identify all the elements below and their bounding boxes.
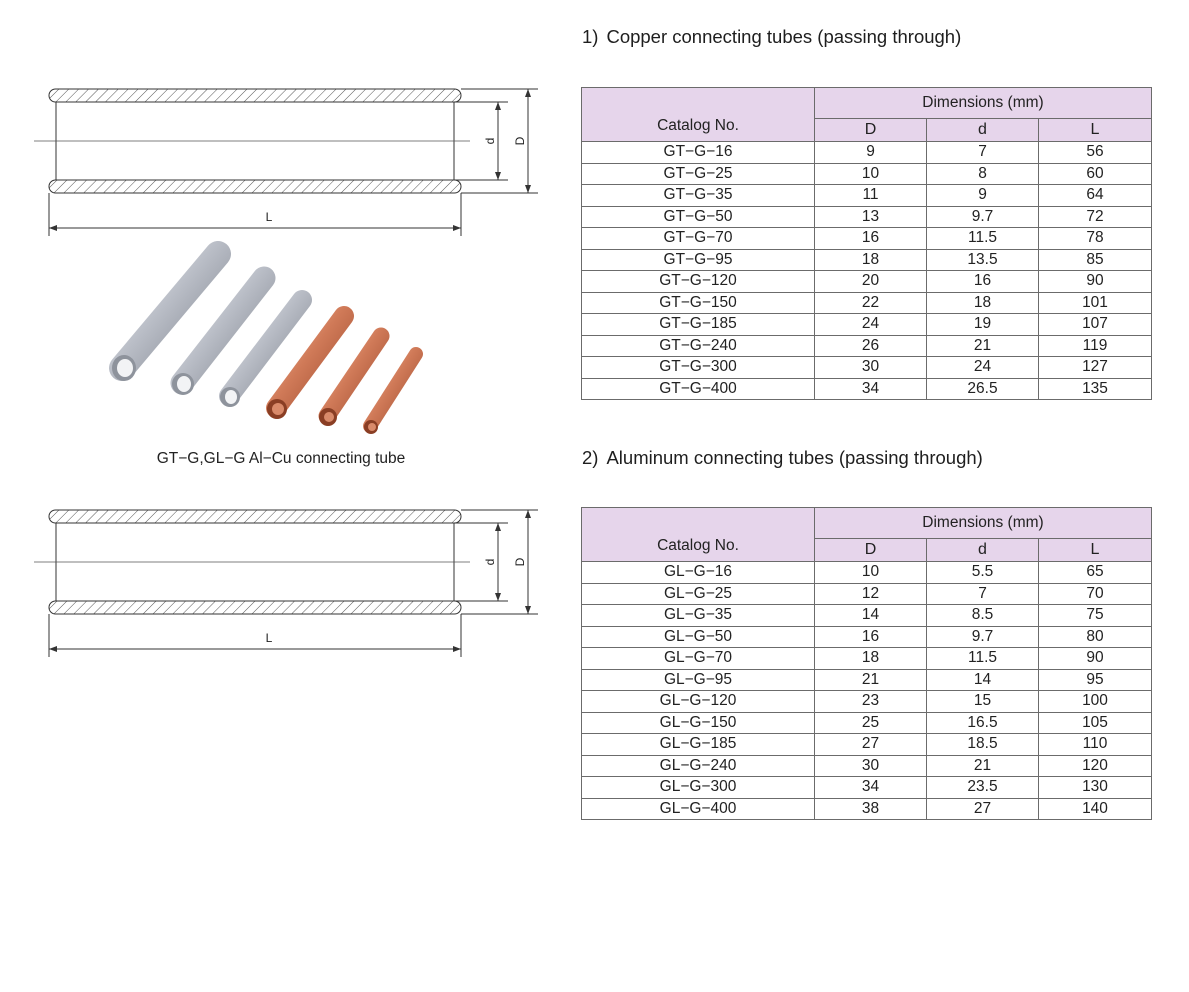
outer-diameter-cell: 16 <box>815 228 927 250</box>
inner-diameter-label: d <box>483 558 497 566</box>
length-cell: 56 <box>1039 142 1152 164</box>
table-row <box>582 314 1152 336</box>
copper-tube-small <box>364 354 416 434</box>
section-title-text: Copper connecting tubes (passing through) <box>606 26 962 47</box>
outer-diameter-cell: 30 <box>815 755 927 777</box>
tube-wall-top <box>49 510 461 523</box>
catalog-no-cell: GL−G−240 <box>582 755 815 777</box>
outer-diameter-cell: 26 <box>815 335 927 357</box>
length-cell: 105 <box>1039 712 1152 734</box>
tubes-illustration <box>96 238 436 438</box>
length-cell: 72 <box>1039 206 1152 228</box>
catalog-no-cell: GT−G−25 <box>582 163 815 185</box>
catalog-no-cell: GL−G−185 <box>582 734 815 756</box>
product-photo <box>96 238 436 438</box>
inner-diameter-cell: 13.5 <box>927 249 1039 271</box>
length-label: L <box>265 210 273 224</box>
table-row <box>582 626 1152 648</box>
table-row <box>582 712 1152 734</box>
outer-diameter-cell: 10 <box>815 163 927 185</box>
table-row <box>582 249 1152 271</box>
length-cell: 80 <box>1039 626 1152 648</box>
outer-diameter-label: D <box>513 136 527 146</box>
copper-tubes-table <box>581 87 1152 400</box>
inner-diameter-label: d <box>483 137 497 145</box>
outer-diameter-cell: 34 <box>815 378 927 400</box>
inner-diameter-cell: 24 <box>927 357 1039 379</box>
outer-diameter-cell: 18 <box>815 648 927 670</box>
catalog-no-cell: GT−G−35 <box>582 185 815 207</box>
length-cell: 120 <box>1039 755 1152 777</box>
outer-diameter-cell: 22 <box>815 292 927 314</box>
table-row <box>582 228 1152 250</box>
outer-diameter-cell: 24 <box>815 314 927 336</box>
length-cell: 90 <box>1039 271 1152 293</box>
inner-diameter-cell: 7 <box>927 142 1039 164</box>
length-cell: 135 <box>1039 378 1152 400</box>
catalog-no-cell: GL−G−150 <box>582 712 815 734</box>
column-header-D: D <box>815 539 927 562</box>
length-cell: 65 <box>1039 562 1152 584</box>
inner-diameter-cell: 21 <box>927 335 1039 357</box>
column-header-L: L <box>1039 119 1152 142</box>
inner-diameter-cell: 9.7 <box>927 626 1039 648</box>
column-header-D: D <box>815 119 927 142</box>
length-cell: 140 <box>1039 798 1152 820</box>
catalog-no-cell: GL−G−70 <box>582 648 815 670</box>
length-cell: 78 <box>1039 228 1152 250</box>
table-row <box>582 378 1152 400</box>
table-row <box>582 292 1152 314</box>
outer-diameter-cell: 12 <box>815 583 927 605</box>
table-row <box>582 648 1152 670</box>
catalog-no-cell: GL−G−35 <box>582 605 815 627</box>
inner-diameter-cell: 7 <box>927 583 1039 605</box>
column-header-L: L <box>1039 539 1152 562</box>
catalog-no-cell: GL−G−50 <box>582 626 815 648</box>
section-title-text: Aluminum connecting tubes (passing through) <box>606 447 983 468</box>
catalog-no-cell: GL−G−300 <box>582 777 815 799</box>
inner-diameter-cell: 16.5 <box>927 712 1039 734</box>
table-row <box>582 755 1152 777</box>
inner-diameter-cell: 9 <box>927 185 1039 207</box>
length-cell: 130 <box>1039 777 1152 799</box>
length-cell: 90 <box>1039 648 1152 670</box>
catalog-no-cell: GT−G−240 <box>582 335 815 357</box>
inner-diameter-cell: 18.5 <box>927 734 1039 756</box>
inner-diameter-cell: 8 <box>927 163 1039 185</box>
section-title-aluminum <box>582 447 983 469</box>
inner-diameter-cell: 18 <box>927 292 1039 314</box>
outer-diameter-cell: 13 <box>815 206 927 228</box>
length-cell: 70 <box>1039 583 1152 605</box>
tube-dimension-drawing-bottom <box>28 501 548 661</box>
section-number: 2) <box>582 447 599 468</box>
inner-diameter-cell: 5.5 <box>927 562 1039 584</box>
catalog-no-cell: GT−G−70 <box>582 228 815 250</box>
inner-diameter-cell: 9.7 <box>927 206 1039 228</box>
outer-diameter-cell: 9 <box>815 142 927 164</box>
table-row <box>582 798 1152 820</box>
column-header-d: d <box>927 119 1039 142</box>
outer-diameter-cell: 23 <box>815 691 927 713</box>
outer-diameter-cell: 11 <box>815 185 927 207</box>
inner-diameter-cell: 16 <box>927 271 1039 293</box>
section-title-copper <box>582 26 961 48</box>
catalog-no-cell: GT−G−50 <box>582 206 815 228</box>
table-row <box>582 562 1152 584</box>
column-header-d: d <box>927 539 1039 562</box>
length-cell: 100 <box>1039 691 1152 713</box>
outer-diameter-cell: 30 <box>815 357 927 379</box>
outer-diameter-cell: 10 <box>815 562 927 584</box>
length-cell: 60 <box>1039 163 1152 185</box>
catalog-no-cell: GL−G−120 <box>582 691 815 713</box>
tube-wall-bottom <box>49 180 461 193</box>
catalog-no-cell: GT−G−150 <box>582 292 815 314</box>
catalog-header: Catalog No. <box>582 88 815 142</box>
inner-diameter-cell: 11.5 <box>927 228 1039 250</box>
outer-diameter-cell: 14 <box>815 605 927 627</box>
tube-wall-top <box>49 89 461 102</box>
length-cell: 85 <box>1039 249 1152 271</box>
catalog-no-cell: GL−G−16 <box>582 562 815 584</box>
tube-dimension-drawing-top <box>28 80 548 240</box>
outer-diameter-label: D <box>513 557 527 567</box>
section-number: 1) <box>582 26 599 47</box>
inner-diameter-cell: 21 <box>927 755 1039 777</box>
table-row <box>582 583 1152 605</box>
outer-diameter-cell: 34 <box>815 777 927 799</box>
length-label: L <box>265 631 273 645</box>
inner-diameter-cell: 23.5 <box>927 777 1039 799</box>
dimensions-header: Dimensions (mm) <box>815 508 1152 539</box>
catalog-no-cell: GT−G−185 <box>582 314 815 336</box>
catalog-no-cell: GL−G−25 <box>582 583 815 605</box>
table-row <box>582 734 1152 756</box>
table-row <box>582 357 1152 379</box>
length-cell: 101 <box>1039 292 1152 314</box>
dimensions-header: Dimensions (mm) <box>815 88 1152 119</box>
aluminum-tubes-table <box>581 507 1152 820</box>
catalog-no-cell: GL−G−400 <box>582 798 815 820</box>
table-row <box>582 185 1152 207</box>
outer-diameter-cell: 16 <box>815 626 927 648</box>
outer-diameter-cell: 27 <box>815 734 927 756</box>
table-row <box>582 691 1152 713</box>
inner-diameter-cell: 19 <box>927 314 1039 336</box>
length-cell: 75 <box>1039 605 1152 627</box>
length-cell: 64 <box>1039 185 1152 207</box>
inner-diameter-cell: 14 <box>927 669 1039 691</box>
inner-diameter-cell: 11.5 <box>927 648 1039 670</box>
table-row <box>582 777 1152 799</box>
catalog-no-cell: GT−G−300 <box>582 357 815 379</box>
catalog-no-cell: GT−G−120 <box>582 271 815 293</box>
length-cell: 110 <box>1039 734 1152 756</box>
outer-diameter-cell: 20 <box>815 271 927 293</box>
table-row <box>582 335 1152 357</box>
table-row <box>582 206 1152 228</box>
catalog-no-cell: GT−G−95 <box>582 249 815 271</box>
catalog-no-cell: GT−G−16 <box>582 142 815 164</box>
table-row <box>582 142 1152 164</box>
tube-wall-bottom <box>49 601 461 614</box>
catalog-no-cell: GL−G−95 <box>582 669 815 691</box>
outer-diameter-cell: 38 <box>815 798 927 820</box>
length-cell: 95 <box>1039 669 1152 691</box>
table-row <box>582 669 1152 691</box>
inner-diameter-cell: 15 <box>927 691 1039 713</box>
inner-diameter-cell: 26.5 <box>927 378 1039 400</box>
outer-diameter-cell: 18 <box>815 249 927 271</box>
inner-diameter-cell: 27 <box>927 798 1039 820</box>
outer-diameter-cell: 21 <box>815 669 927 691</box>
length-cell: 119 <box>1039 335 1152 357</box>
table-row <box>582 271 1152 293</box>
table-row <box>582 163 1152 185</box>
table-row <box>582 605 1152 627</box>
photo-caption: GT−G,GL−G Al−Cu connecting tube <box>156 450 406 467</box>
inner-diameter-cell: 8.5 <box>927 605 1039 627</box>
catalog-header: Catalog No. <box>582 508 815 562</box>
length-cell: 127 <box>1039 357 1152 379</box>
catalog-no-cell: GT−G−400 <box>582 378 815 400</box>
length-cell: 107 <box>1039 314 1152 336</box>
outer-diameter-cell: 25 <box>815 712 927 734</box>
